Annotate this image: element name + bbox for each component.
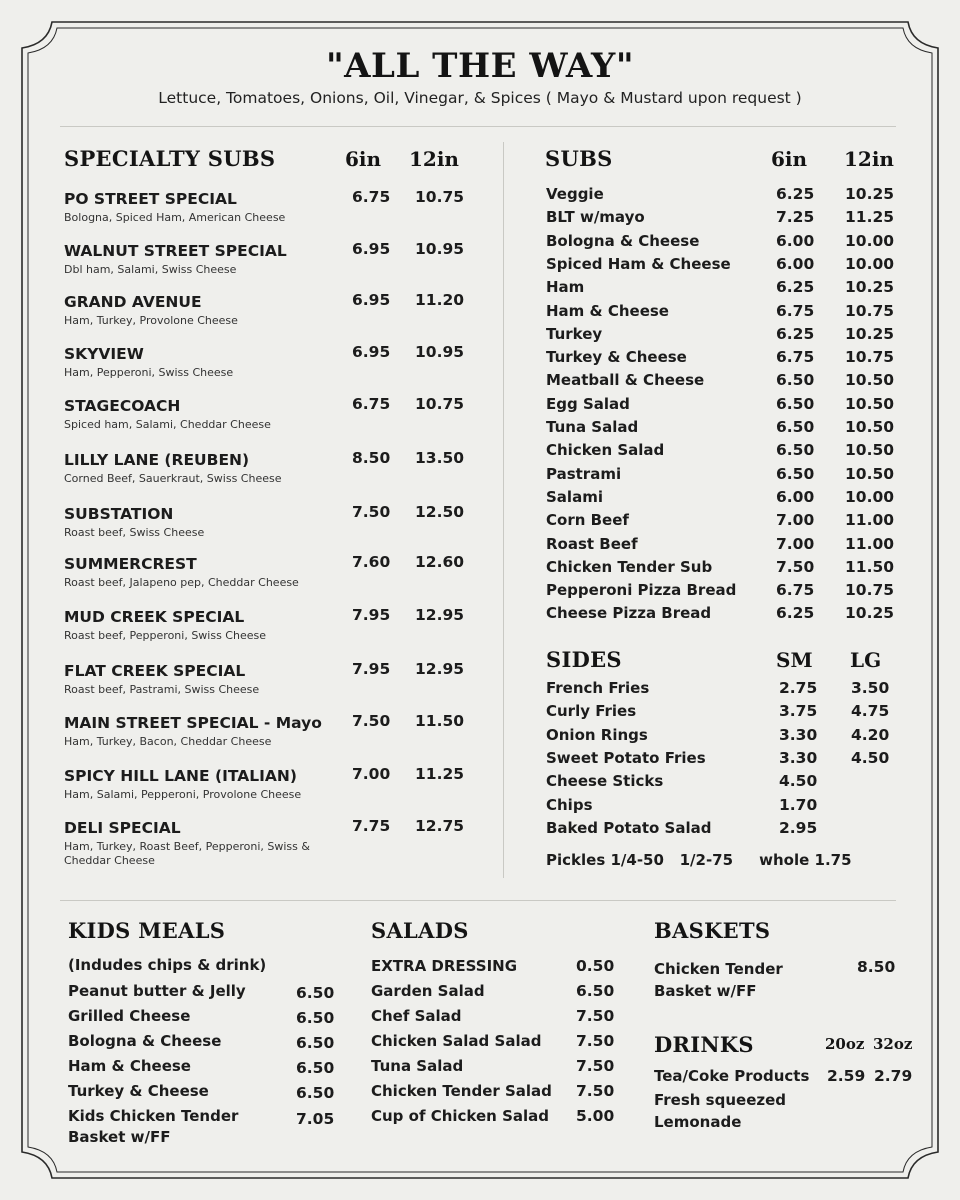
sub-item-price-12in: 11.00 [845,534,895,553]
side-item-price-sm: 4.50 [779,772,818,791]
sub-item-price-6in: 6.50 [776,464,815,483]
drink-item-name: Fresh squeezed Lemonade [654,1091,787,1131]
specialty-item-price-6in: 6.95 [352,240,391,258]
salad-item-price: 7.50 [576,1057,615,1075]
salad-item-name: Chicken Tender Salad [371,1082,552,1100]
specialty-item-price-6in: 6.95 [352,291,391,309]
specialty-item-price-6in: 8.50 [352,449,391,467]
sub-item-name: BLT w/mayo [546,208,645,227]
side-item-name: Chips [546,795,593,814]
basket-item-price: 8.50 [857,958,896,976]
salad-item-name: Chef Salad [371,1007,462,1025]
specialty-item-desc: Dbl ham, Salami, Swiss Cheese [64,263,237,276]
menu-title: "ALL THE WAY" [325,46,635,86]
sub-item-price-6in: 6.25 [776,324,815,343]
sub-item-price-12in: 10.00 [845,487,895,506]
specialty-item-name: SUBSTATION [64,505,174,523]
salad-item-price: 6.50 [576,982,615,1000]
salad-item-name: Tuna Salad [371,1057,464,1075]
sub-item-price-6in: 6.50 [776,371,815,390]
sub-item-price-12in: 10.75 [845,581,895,600]
sub-item-name: Roast Beef [546,534,638,553]
subs-col-6in: 6in [771,147,808,171]
specialty-item-price-12in: 10.75 [415,395,465,413]
basket-item-name: Chicken Tender Basket w/FF [654,960,783,1000]
sub-item-price-12in: 10.25 [845,185,895,203]
sub-item-price-6in: 6.75 [776,581,815,600]
sub-item-name: Bologna & Cheese [546,231,700,250]
specialty-item-price-12in: 10.95 [415,240,465,258]
sub-item-price-12in: 10.25 [845,324,895,343]
side-item-name: Sweet Potato Fries [546,748,706,767]
kids-item-name: Turkey & Cheese [68,1082,209,1100]
sub-item-price-12in: 10.50 [845,371,895,390]
sub-item-price-6in: 6.25 [776,604,815,623]
sub-item-price-12in: 10.75 [845,301,895,320]
sub-item-name: Egg Salad [546,394,630,413]
header-divider [60,126,896,127]
subs-col-12in: 12in [844,147,894,171]
specialty-item-price-6in: 6.75 [352,395,391,413]
sub-item-price-6in: 6.25 [776,278,815,297]
kids-meals-note: (Indudes chips & drink) [68,956,267,974]
specialty-item-desc: Roast beef, Pepperoni, Swiss Cheese [64,629,266,642]
specialty-item-name: SPICY HILL LANE (ITALIAN) [64,767,297,785]
specialty-item-price-6in: 7.50 [352,503,391,521]
specialty-subs-col-12in: 12in [409,147,459,171]
salad-item-price: 7.50 [576,1032,615,1050]
side-item-name: French Fries [546,679,650,697]
specialty-item-price-12in: 13.50 [415,449,465,467]
sides-col-lg: LG [850,648,882,672]
specialty-item-price-12in: 12.75 [415,817,465,835]
specialty-item-desc: Spiced ham, Salami, Cheddar Cheese [64,418,271,431]
drink-item-price-20oz: 2.59 [827,1067,866,1085]
sub-item-price-6in: 6.50 [776,394,815,413]
kids-item-price: 6.50 [296,1009,335,1027]
kids-item-name: Peanut butter & Jelly [68,982,246,1000]
specialty-item-name: LILLY LANE (REUBEN) [64,451,250,469]
sub-item-name: Cheese Pizza Bread [546,604,712,623]
bottom-divider [60,900,896,901]
sub-item-name: Ham [546,278,585,297]
sub-item-price-12in: 10.50 [845,394,895,413]
sub-item-name: Chicken Tender Sub [546,557,713,576]
specialty-item-price-12in: 11.25 [415,765,465,783]
sub-item-name: Pepperoni Pizza Bread [546,581,737,600]
specialty-item-price-12in: 12.60 [415,553,465,571]
sub-item-price-12in: 10.75 [845,348,895,367]
sides-heading: SIDES [546,647,622,672]
specialty-item-desc: Roast beef, Pastrami, Swiss Cheese [64,683,260,696]
salad-item-price: 7.50 [576,1007,615,1025]
kids-item-price: 6.50 [296,1059,335,1077]
specialty-item-name: SUMMERCREST [64,555,197,573]
sub-item-price-12in: 10.50 [845,441,895,460]
specialty-item-desc: Bologna, Spiced Ham, American Cheese [64,211,286,224]
sub-item-price-6in: 6.75 [776,301,815,320]
sub-item-price-6in: 6.00 [776,231,815,250]
drinks-heading: DRINKS [654,1032,754,1057]
side-item-price-sm: 3.75 [779,702,818,721]
baskets-heading: BASKETS [654,918,771,943]
kids-item-name: Kids Chicken Tender Basket w/FF [68,1107,239,1146]
specialty-item-desc: Ham, Pepperoni, Swiss Cheese [64,366,234,379]
sub-item-name: Spiced Ham & Cheese [546,254,731,273]
menu-subtitle: Lettuce, Tomatoes, Onions, Oil, Vinegar, & Spices ( Mayo & Mustard upon request ) [158,89,802,107]
specialty-item-price-12in: 12.50 [415,503,465,521]
kids-item-price: 6.50 [296,984,335,1002]
specialty-item-name: DELI SPECIAL [64,819,181,837]
side-item-price-lg: 4.20 [851,725,890,744]
side-item-price-sm: 3.30 [779,725,818,744]
sub-item-name: Chicken Salad [546,441,665,460]
sub-item-price-6in: 7.25 [776,208,815,227]
drink-item-price-32oz: 2.79 [874,1067,913,1085]
sub-item-name: Meatball & Cheese [546,371,705,390]
sub-item-price-6in: 6.25 [776,185,815,203]
specialty-item-desc: Ham, Turkey, Bacon, Cheddar Cheese [64,735,272,748]
specialty-item-name: SKYVIEW [64,345,144,363]
specialty-item-name: FLAT CREEK SPECIAL [64,662,246,680]
sub-item-name: Turkey [546,324,603,343]
specialty-item-name: PO STREET SPECIAL [64,190,237,208]
specialty-item-price-6in: 6.75 [352,188,391,206]
specialty-item-price-12in: 11.50 [415,712,465,730]
specialty-item-name: GRAND AVENUE [64,293,202,311]
specialty-item-price-12in: 12.95 [415,660,465,678]
side-item-price-lg: 4.50 [851,748,890,767]
subs-heading: SUBS [545,146,613,171]
side-item-name: Baked Potato Salad [546,818,712,837]
specialty-item-name: WALNUT STREET SPECIAL [64,242,287,260]
drinks-col-20oz: 20oz [825,1035,865,1053]
sub-item-name: Ham & Cheese [546,301,669,320]
side-item-name: Onion Rings [546,725,648,744]
specialty-item-price-6in: 7.50 [352,712,391,730]
side-item-price-sm: 1.70 [779,795,818,814]
kids-item-price: 7.05 [296,1110,335,1128]
sides-col-sm: SM [776,648,813,672]
sub-item-price-12in: 11.00 [845,511,895,530]
sub-item-price-12in: 10.50 [845,464,895,483]
side-item-name: Cheese Sticks [546,772,664,791]
salad-item-name: Cup of Chicken Salad [371,1107,549,1125]
sub-item-price-6in: 7.00 [776,534,815,553]
specialty-subs-heading: SPECIALTY SUBS [64,146,276,171]
sub-item-price-12in: 10.00 [845,231,895,250]
specialty-item-price-6in: 7.00 [352,765,391,783]
specialty-item-name: MUD CREEK SPECIAL [64,608,245,626]
sub-item-price-6in: 7.50 [776,557,815,576]
drink-item-name: Tea/Coke Products [654,1067,810,1085]
sub-item-price-12in: 11.50 [845,557,895,576]
salads-heading: SALADS [371,918,469,943]
specialty-item-price-12in: 10.75 [415,188,465,206]
specialty-subs-col-6in: 6in [345,147,382,171]
salad-item-name: EXTRA DRESSING [371,957,518,975]
sub-item-name: Tuna Salad [546,418,639,436]
side-item-name: Curly Fries [546,702,637,721]
kids-meals-heading: KIDS MEALS [68,918,226,943]
pickles-line: Pickles 1/4-50 1/2-75 whole 1.75 [546,851,852,869]
sub-item-name: Pastrami [546,464,622,483]
sub-item-price-12in: 10.00 [845,254,895,273]
sub-item-price-12in: 11.25 [845,208,895,227]
specialty-item-price-6in: 6.95 [352,343,391,361]
kids-item-price: 6.50 [296,1034,335,1052]
salad-item-price: 7.50 [576,1082,615,1100]
column-divider [503,142,504,878]
specialty-item-desc: Corned Beef, Sauerkraut, Swiss Cheese [64,472,282,485]
salad-item-price: 0.50 [576,957,615,975]
specialty-item-desc: Ham, Turkey, Provolone Cheese [64,314,238,327]
salad-item-price: 5.00 [576,1107,615,1125]
sub-item-price-6in: 6.00 [776,487,815,506]
sub-item-name: Turkey & Cheese [546,348,687,367]
specialty-item-price-12in: 12.95 [415,606,465,624]
side-item-price-lg: 4.75 [851,702,890,721]
specialty-item-desc: Ham, Turkey, Roast Beef, Pepperoni, Swiss & Cheddar Cheese [64,840,310,867]
sub-item-price-6in: 6.00 [776,254,815,273]
kids-item-price: 6.50 [296,1084,335,1102]
sub-item-price-12in: 10.50 [845,418,895,436]
side-item-price-sm: 2.75 [779,679,818,697]
side-item-price-sm: 2.95 [779,818,818,837]
specialty-item-desc: Ham, Salami, Pepperoni, Provolone Cheese [64,788,302,801]
salad-item-name: Garden Salad [371,982,485,1000]
sub-item-price-12in: 10.25 [845,604,895,623]
sub-item-name: Corn Beef [546,511,629,530]
sub-item-name: Salami [546,487,603,506]
specialty-item-price-6in: 7.60 [352,553,391,571]
side-item-price-sm: 3.30 [779,748,818,767]
sub-item-name: Veggie [546,185,604,203]
sub-item-price-6in: 6.75 [776,348,815,367]
kids-item-name: Bologna & Cheese [68,1032,222,1050]
kids-item-name: Ham & Cheese [68,1057,191,1075]
specialty-item-desc: Roast beef, Swiss Cheese [64,526,205,539]
specialty-item-name: MAIN STREET SPECIAL - Mayo [64,714,322,732]
salad-item-name: Chicken Salad Salad [371,1032,542,1050]
specialty-item-name: STAGECOACH [64,397,181,415]
kids-item-name: Grilled Cheese [68,1007,191,1025]
specialty-item-price-6in: 7.75 [352,817,391,835]
specialty-item-price-12in: 11.20 [415,291,465,309]
side-item-price-lg: 3.50 [851,679,890,697]
specialty-item-price-6in: 7.95 [352,660,391,678]
sub-item-price-12in: 10.25 [845,278,895,297]
sub-item-price-6in: 6.50 [776,418,815,436]
drinks-col-32oz: 32oz [873,1035,913,1053]
specialty-item-price-12in: 10.95 [415,343,465,361]
specialty-item-desc: Roast beef, Jalapeno pep, Cheddar Cheese [64,576,299,589]
specialty-item-price-6in: 7.95 [352,606,391,624]
sub-item-price-6in: 7.00 [776,511,815,530]
sub-item-price-6in: 6.50 [776,441,815,460]
